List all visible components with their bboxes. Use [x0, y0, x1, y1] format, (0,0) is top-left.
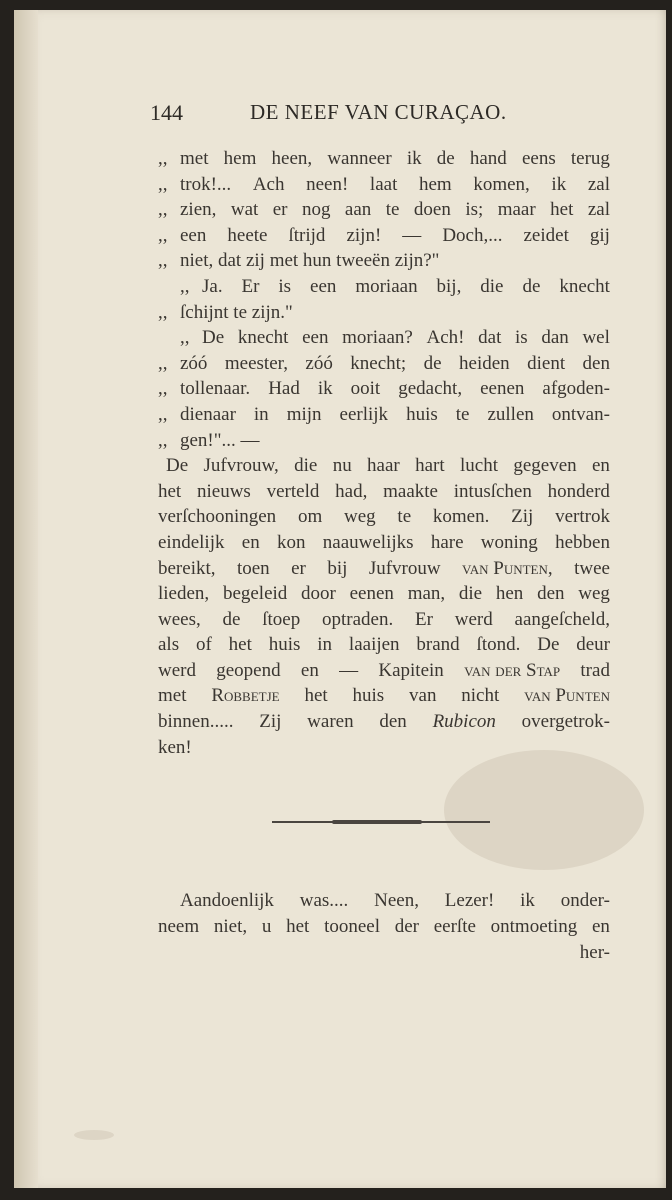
- quote-mark: ,,: [158, 250, 168, 272]
- word: toen: [236, 557, 270, 579]
- word: gegeven: [513, 455, 577, 477]
- word: Jufvrouw: [368, 557, 441, 579]
- word: weg: [344, 506, 376, 528]
- word: vertrok: [555, 506, 610, 528]
- line-text: gen!"... —: [180, 429, 260, 451]
- word: weg: [578, 583, 610, 605]
- text-line: [158, 735, 610, 761]
- text-line: [158, 146, 610, 172]
- word: gedacht,: [398, 378, 463, 400]
- word: Jufvrouw,: [203, 455, 279, 477]
- text-line: [158, 683, 610, 709]
- word: het: [158, 480, 182, 502]
- word: en: [241, 531, 260, 553]
- word: maakte: [383, 480, 438, 502]
- paper-stain: [74, 1130, 114, 1140]
- word: waren: [307, 711, 354, 733]
- quote-mark: ,,: [180, 275, 190, 297]
- word: dan: [541, 327, 569, 349]
- word: overgetrok-: [521, 711, 610, 733]
- word: hare: [430, 531, 464, 553]
- name-small-caps: van Punten: [524, 685, 610, 707]
- word: Lezer!: [444, 890, 495, 911]
- paper-stain: [444, 750, 644, 870]
- text-block-bottom: [158, 888, 610, 966]
- word: ik: [406, 148, 422, 169]
- word: werd: [158, 659, 196, 681]
- word: Had: [268, 378, 300, 400]
- word: hart: [415, 455, 445, 477]
- word: gij: [589, 224, 610, 246]
- quote-mark: ,,: [158, 199, 168, 221]
- word: De: [202, 327, 225, 349]
- word: geopend: [216, 659, 281, 681]
- word: tooneel: [324, 916, 380, 937]
- word: afgoden-: [542, 378, 610, 400]
- word: ik: [551, 173, 567, 195]
- word: wel: [582, 327, 610, 349]
- page-header: [150, 100, 630, 132]
- word: kon: [276, 531, 306, 553]
- name-small-caps: van der Stap: [464, 659, 561, 681]
- word: verſchooningen: [158, 506, 277, 528]
- word: het: [550, 199, 574, 221]
- word: dienaar: [180, 403, 236, 425]
- word: tollenaar.: [180, 378, 251, 400]
- text-line: [158, 632, 610, 658]
- word: binnen.....: [158, 711, 234, 733]
- word: man,: [407, 583, 446, 605]
- word: haar: [367, 455, 400, 477]
- word: aan: [344, 199, 372, 221]
- line-text: ſchijnt te zijn.": [180, 301, 293, 323]
- word: hebben: [555, 531, 610, 553]
- word: woning: [480, 531, 538, 553]
- quote-mark: ,,: [158, 173, 168, 195]
- word: optraden.: [322, 608, 394, 630]
- word: den: [379, 711, 407, 733]
- word: trad: [580, 659, 610, 681]
- word: is: [515, 327, 528, 349]
- text-line: [158, 223, 610, 249]
- word: honderd: [547, 480, 610, 502]
- word: de: [222, 608, 241, 630]
- word: Er: [415, 608, 433, 630]
- word: nicht: [461, 685, 500, 707]
- text-line: [158, 940, 610, 966]
- text-line: [158, 607, 610, 633]
- word: knecht: [237, 327, 289, 349]
- word: wanneer: [327, 148, 392, 169]
- word: de: [436, 148, 455, 169]
- word: Doch,...: [442, 224, 503, 246]
- word: dat: [478, 327, 502, 349]
- word: ooit: [350, 378, 381, 400]
- word: komen.: [432, 506, 490, 528]
- word: nieuws: [197, 480, 251, 502]
- word: en: [591, 916, 610, 937]
- word: brand: [416, 634, 460, 656]
- text-line: [158, 376, 610, 402]
- word: er: [272, 199, 288, 221]
- word: Zij: [259, 711, 282, 733]
- word: en: [300, 659, 319, 681]
- word: zullen: [487, 403, 534, 425]
- word: te: [455, 403, 470, 425]
- word: die: [294, 455, 318, 477]
- word: en: [591, 455, 610, 477]
- word: in: [253, 403, 269, 425]
- word-italic: Rubicon: [432, 711, 496, 733]
- word: Ach!: [426, 327, 465, 349]
- word: Kapitein: [378, 659, 444, 681]
- word: ſtond.: [476, 634, 521, 656]
- word: neem: [158, 916, 200, 937]
- word: lieden,: [158, 583, 210, 605]
- word: er: [291, 557, 306, 579]
- word: eenen: [480, 378, 525, 400]
- word: zal: [587, 173, 610, 195]
- word: onder-: [560, 890, 610, 911]
- word: was....: [299, 890, 349, 911]
- word: Neen,: [374, 890, 419, 911]
- word: ſtoep: [262, 608, 301, 630]
- word: Ja.: [202, 275, 223, 297]
- text-line: [158, 888, 610, 914]
- quote-mark: ,,: [158, 224, 168, 246]
- word: maar: [497, 199, 536, 221]
- text-line: [158, 300, 610, 326]
- text-line: [158, 479, 610, 505]
- word: eerlijk: [339, 403, 389, 425]
- word: bij: [327, 557, 348, 579]
- word: naauwelijks: [322, 531, 414, 553]
- text-line: [158, 914, 610, 940]
- divider-swell: [332, 820, 422, 824]
- text-line: [158, 248, 610, 274]
- text-block-top: [158, 146, 610, 760]
- word: die: [458, 583, 483, 605]
- word: knecht: [559, 275, 610, 297]
- quote-mark: ,,: [180, 327, 190, 349]
- word: eerſte: [433, 916, 476, 937]
- word: deur: [576, 634, 610, 656]
- word: komen,: [473, 173, 530, 195]
- word: te: [385, 199, 400, 221]
- word: begeleid: [222, 583, 288, 605]
- text-line: [158, 504, 610, 530]
- text-line: [158, 556, 610, 582]
- word: het: [304, 685, 328, 707]
- word: nog: [301, 199, 331, 221]
- text-line: [158, 325, 610, 351]
- word: laaijen: [348, 634, 400, 656]
- word: als: [158, 634, 180, 656]
- word: van: [409, 685, 437, 707]
- word: de: [522, 275, 541, 297]
- word: hem: [418, 173, 452, 195]
- word: De: [166, 455, 189, 477]
- word: nu: [332, 455, 352, 477]
- word: is;: [465, 199, 484, 221]
- word: door: [301, 583, 336, 605]
- line-text: ken!: [158, 736, 192, 758]
- word: —: [339, 659, 359, 681]
- word: hen: [495, 583, 524, 605]
- word: werd: [454, 608, 493, 630]
- word: lucht: [459, 455, 498, 477]
- word: Aandoenlijk: [180, 890, 274, 911]
- word: een: [180, 224, 207, 246]
- word: wat: [230, 199, 259, 221]
- page-gutter: [14, 10, 38, 1188]
- word: —: [402, 224, 422, 246]
- word: bereikt,: [158, 557, 216, 579]
- word: verteld: [266, 480, 320, 502]
- word: ik: [317, 378, 333, 400]
- quote-mark: ,,: [158, 378, 168, 400]
- word: of: [195, 634, 212, 656]
- quote-mark: ,,: [158, 429, 168, 451]
- quote-mark: ,,: [158, 403, 168, 425]
- text-line: [158, 274, 610, 300]
- text-line: [158, 709, 610, 735]
- text-line: [158, 530, 610, 556]
- word: ſtrijd: [288, 224, 326, 246]
- page-number: 144: [150, 100, 183, 125]
- text-line: [158, 428, 610, 454]
- word: zien,: [180, 199, 217, 221]
- word: terug: [570, 148, 610, 169]
- word: de: [423, 352, 442, 374]
- word: niet,: [213, 916, 248, 937]
- word: den: [582, 352, 610, 374]
- word: ontvan-: [551, 403, 610, 425]
- word: een: [310, 275, 337, 297]
- word: eindelijk: [158, 531, 225, 553]
- word: heiden: [459, 352, 510, 374]
- word: eenen: [349, 583, 394, 605]
- word: den: [537, 583, 565, 605]
- word: huis: [406, 403, 438, 425]
- word: moriaan: [355, 275, 418, 297]
- word: het: [286, 916, 310, 937]
- word: De: [537, 634, 560, 656]
- word: om: [297, 506, 323, 528]
- quote-mark: ,,: [158, 352, 168, 374]
- word: Er: [241, 275, 260, 297]
- word: Ach: [252, 173, 285, 195]
- word: aangeſcheld,: [514, 608, 610, 630]
- word: bij,: [436, 275, 462, 297]
- name-small-caps: Robbetje: [211, 685, 280, 707]
- word: is: [278, 275, 292, 297]
- line-text: niet, dat zij met hun tweeën zijn?": [180, 250, 440, 272]
- word: had,: [335, 480, 368, 502]
- text-line: [158, 172, 610, 198]
- word: intusſchen: [453, 480, 532, 502]
- word: laat: [369, 173, 398, 195]
- word: zóó: [180, 352, 208, 374]
- word: mijn: [286, 403, 322, 425]
- word: meester,: [224, 352, 288, 374]
- word: knecht;: [350, 352, 407, 374]
- word: moriaan?: [342, 327, 413, 349]
- word: hem: [223, 148, 257, 169]
- word: trok!...: [180, 173, 232, 195]
- quote-mark: ,,: [158, 148, 168, 169]
- word: Zij: [511, 506, 534, 528]
- text-line: [158, 402, 610, 428]
- word: het: [228, 634, 252, 656]
- word: hand: [469, 148, 507, 169]
- quote-mark: ,,: [158, 301, 168, 323]
- text-line: [158, 453, 610, 479]
- word: met: [180, 148, 209, 169]
- word: in: [317, 634, 333, 656]
- text-line: [158, 658, 610, 684]
- word: ontmoeting: [490, 916, 578, 937]
- word: die: [480, 275, 504, 297]
- text-line: [158, 581, 610, 607]
- word: zeidet: [523, 224, 569, 246]
- word: huis: [268, 634, 301, 656]
- word: huis: [352, 685, 385, 707]
- catchword: her-: [579, 942, 610, 963]
- word: heete: [227, 224, 268, 246]
- word: ik: [520, 890, 535, 911]
- word: met: [158, 685, 187, 707]
- word: zóó: [305, 352, 333, 374]
- text-line: [158, 197, 610, 223]
- word: zijn!: [346, 224, 382, 246]
- word: te: [397, 506, 412, 528]
- word: wees,: [158, 608, 201, 630]
- section-divider: [272, 818, 490, 826]
- word: dient: [527, 352, 566, 374]
- name-small-caps: van Punten,: [462, 557, 553, 579]
- word: doen: [413, 199, 451, 221]
- word: eens: [521, 148, 556, 169]
- word: heen,: [271, 148, 313, 169]
- word: een: [302, 327, 329, 349]
- running-title: DE NEEF VAN CURAÇAO.: [250, 100, 507, 124]
- word: u: [261, 916, 272, 937]
- text-line: [158, 351, 610, 377]
- word: zal: [587, 199, 610, 221]
- word: der: [394, 916, 419, 937]
- word: neen!: [306, 173, 349, 195]
- word: twee: [574, 557, 610, 579]
